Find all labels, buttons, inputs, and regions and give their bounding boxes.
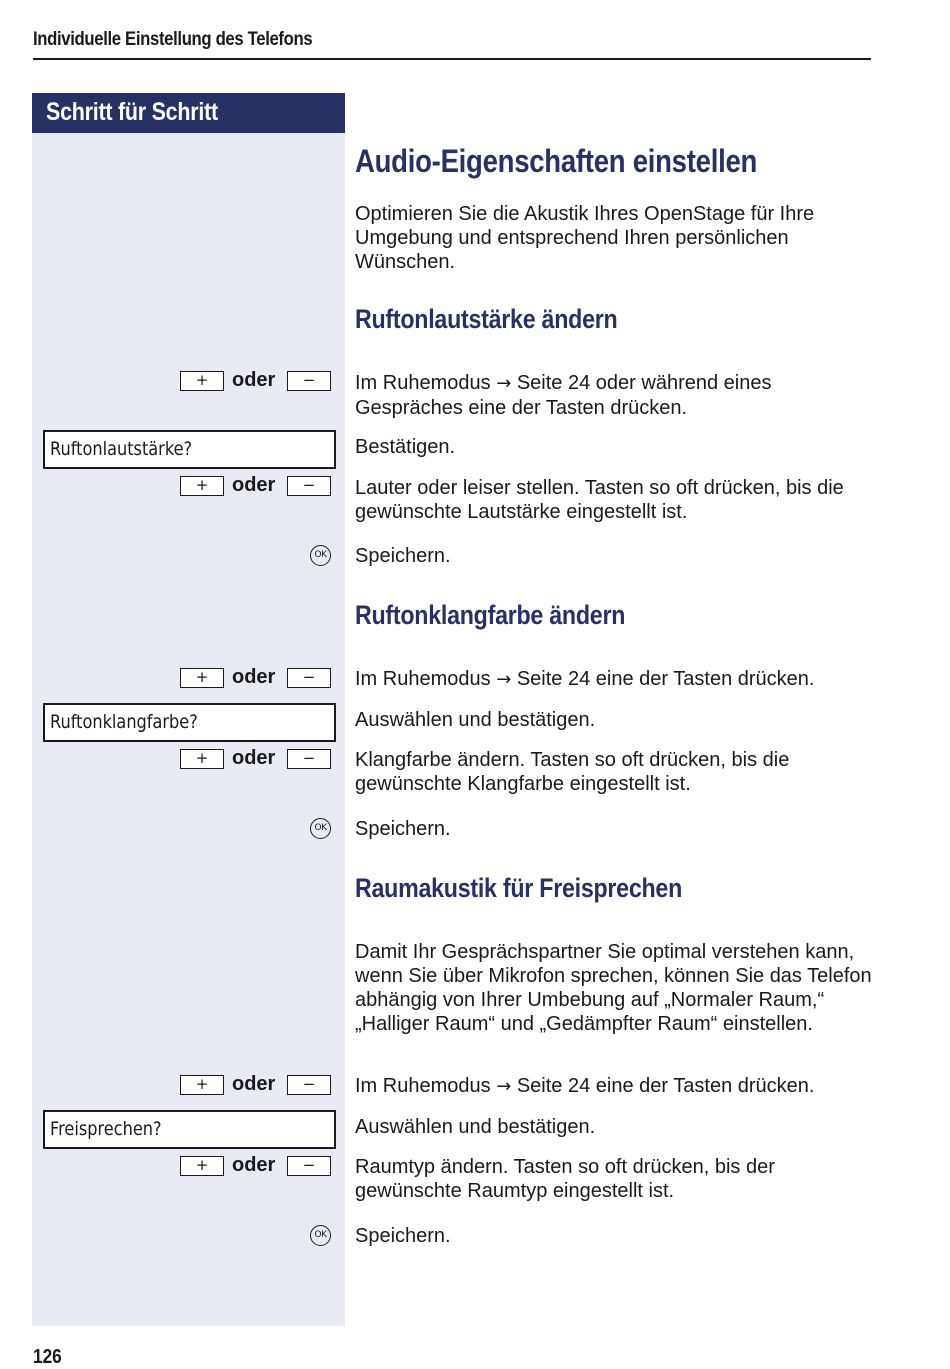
sidebar-header [32,93,345,133]
display-text: Ruftonlautstärke? [50,438,193,460]
oder-label: oder [232,747,276,769]
minus-key-icon: − [287,476,331,496]
section-heading-tone: Ruftonklangfarbe ändern [355,600,626,630]
room-intro-text: Damit Ihr Gesprächspartner Sie optimal verstehen kann, wenn Sie über Mikrofon sprechen, können Sie das Telefon abhängig von Ihrer Umbebung auf „Normaler Raum,“ „Halliger Raum“ und „Gedämpfter Raum“ einstellen. [355,941,872,1035]
minus-key-icon: − [287,371,331,391]
display-ruftonlautstaerke [43,430,336,469]
arrow-icon: → [496,1076,512,1097]
ok-key-icon: OK [310,1225,331,1246]
minus-key-icon: − [287,668,331,688]
minus-key-icon: − [287,1156,331,1176]
oder-label: oder [232,474,276,496]
minus-key-icon: − [287,749,331,769]
step-text: Speichern. [355,545,451,567]
page-number: 126 [33,1346,62,1368]
sidebar-title: Schritt für Schritt [46,98,218,126]
arrow-icon: → [496,669,512,690]
step-text: Auswählen und bestätigen. [355,1116,596,1138]
plus-key-icon: + [180,668,224,688]
step-text-pre: Im Ruhemodus [355,668,491,690]
page-title: Audio-Eigenschaften einstellen [355,143,758,179]
oder-label: oder [232,369,276,391]
display-text: Ruftonklangfarbe? [50,711,198,733]
plus-key-icon: + [180,749,224,769]
display-ruftonklangfarbe [43,703,336,742]
header-rule [33,58,871,60]
step-text [355,1074,875,1099]
step-text: Klangfarbe ändern. Tasten so oft drücken, bis die gewünschte Klangfarbe eingestellt ist. [355,749,790,795]
step-text-post: Seite 24 eine der Tasten drücken. [516,668,815,690]
minus-key-icon: − [287,1075,331,1095]
plus-key-icon: + [180,476,224,496]
step-text: Lauter oder leiser stellen. Tasten so oft drücken, bis die gewünschte Lautstärke eingestellt ist. [355,477,844,523]
step-text: Speichern. [355,1225,451,1247]
step-text-post: Seite 24 oder während eines Gespräches eine der Tasten drücken. [355,372,772,419]
step-text-pre: Im Ruhemodus [355,1075,491,1097]
plus-key-icon: + [180,1075,224,1095]
step-text: Auswählen und bestätigen. [355,709,596,731]
step-text [355,371,875,420]
plus-key-icon: + [180,1156,224,1176]
oder-label: oder [232,1073,276,1095]
oder-label: oder [232,1154,276,1176]
step-text: Speichern. [355,818,451,840]
oder-label: oder [232,666,276,688]
section-heading-room: Raumakustik für Freisprechen [355,873,683,903]
ok-key-icon: OK [310,545,331,566]
display-freisprechen [43,1110,336,1149]
display-text: Freisprechen? [50,1118,162,1140]
step-text: Raumtyp ändern. Tasten so oft drücken, bis der gewünschte Raumtyp eingestellt ist. [355,1156,775,1202]
arrow-icon: → [496,373,512,394]
intro-text: Optimieren Sie die Akustik Ihres OpenStage für Ihre Umgebung und entsprechend Ihren persönlichen Wünschen. [355,203,815,273]
section-heading-volume: Ruftonlautstärke ändern [355,304,618,334]
step-text: Bestätigen. [355,436,456,458]
step-text [355,667,875,692]
plus-key-icon: + [180,371,224,391]
ok-key-icon: OK [310,818,331,839]
running-header: Individuelle Einstellung des Telefons [33,29,313,50]
step-text-pre: Im Ruhemodus [355,372,491,394]
step-text-post: Seite 24 eine der Tasten drücken. [516,1075,815,1097]
